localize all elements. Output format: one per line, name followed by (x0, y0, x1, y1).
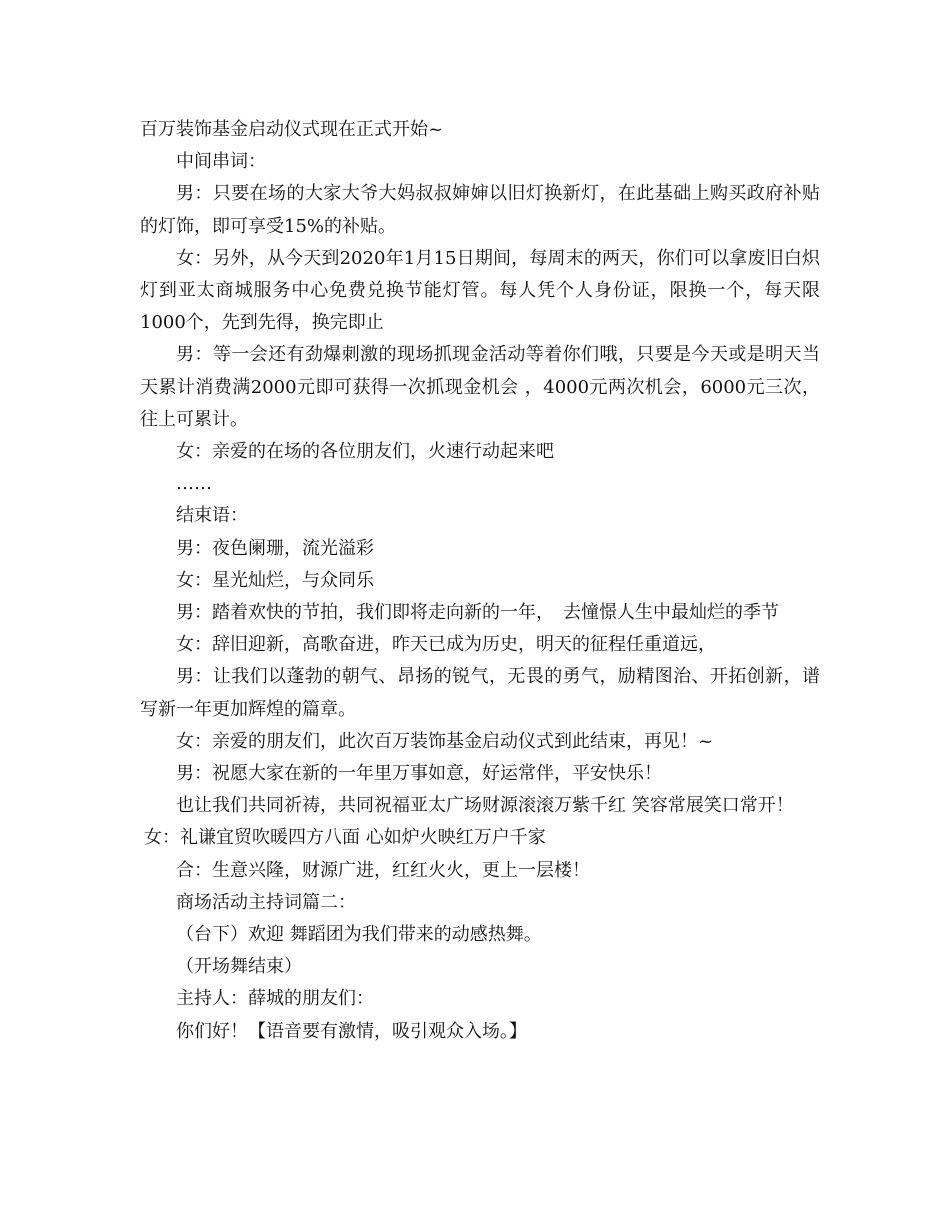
paragraph: 女：亲爱的朋友们，此次百万装饰基金启动仪式到此结束，再见！~ (176, 730, 714, 752)
paragraph: 女：礼谦宜贸吹暖四方八面 心如炉火映红万户千家 (144, 827, 546, 849)
paragraph: 女：星光灿烂，与众同乐 (176, 569, 374, 591)
paragraph-section-heading: 结束语： (176, 505, 248, 527)
paragraph: 男：踏着欢快的节拍，我们即将走向新的一年， 去憧憬人生中最灿烂的季节 (176, 602, 779, 624)
paragraph-section-heading: 中间串词： (176, 151, 266, 173)
paragraph: 你们好！【语音要有激情，吸引观众入场。】 (176, 1020, 527, 1042)
paragraph: 合：生意兴隆，财源广进，红红火火，更上一层楼！ (176, 859, 590, 881)
paragraph: 也让我们共同祈祷，共同祝福亚太广场财源滚滚万紫千红 笑容常展笑口常开！ (176, 795, 794, 817)
paragraph: （开场舞结束） (176, 956, 302, 978)
paragraph: 男：祝愿大家在新的一年里万事如意，好运常伴，平安快乐！ (176, 763, 662, 785)
paragraph: 男：等一会还有劲爆刺激的现场抓现金活动等着你们哦，只要是今天或是明天当天累计消费满2000元即可获得一次抓现金机会 ，4000元两次机会，6000元三次，往上可累计。 (140, 344, 820, 430)
paragraph: 男：让我们以蓬勃的朝气、昂扬的锐气，无畏的勇气，励精图治、开拓创新，谱写新一年更加辉煌的篇章。 (140, 666, 820, 720)
paragraph: 女：辞旧迎新，高歌奋进，昨天已成为历史，明天的征程任重道远， (176, 634, 716, 656)
paragraph: （台下）欢迎 舞蹈团为我们带来的动感热舞。 (176, 924, 542, 946)
paragraph-ellipsis: …… (176, 473, 212, 495)
paragraph: 主持人：薛城的朋友们： (176, 988, 374, 1010)
paragraph: 女：亲爱的在场的各位朋友们，火速行动起来吧 (176, 441, 554, 463)
paragraph: 男：只要在场的大家大爷大妈叔叔婶婶以旧灯换新灯，在此基础上购买政府补贴的灯饰，即可享受15%的补贴。 (140, 183, 820, 237)
paragraph: 男：夜色阑珊，流光溢彩 (176, 537, 374, 559)
paragraph-opening-line: 百万装饰基金启动仪式现在正式开始~ (140, 119, 444, 140)
document-body (140, 114, 820, 1048)
paragraph: 女：另外，从今天到2020年1月15日期间，每周末的两天，你们可以拿废旧白炽灯到亚太商城服务中心免费兑换节能灯管。每人凭个人身份证，限换一个，每天限1000个，先到先得，换完即止 (140, 247, 820, 334)
paragraph-section-heading: 商场活动主持词篇二： (176, 891, 356, 913)
